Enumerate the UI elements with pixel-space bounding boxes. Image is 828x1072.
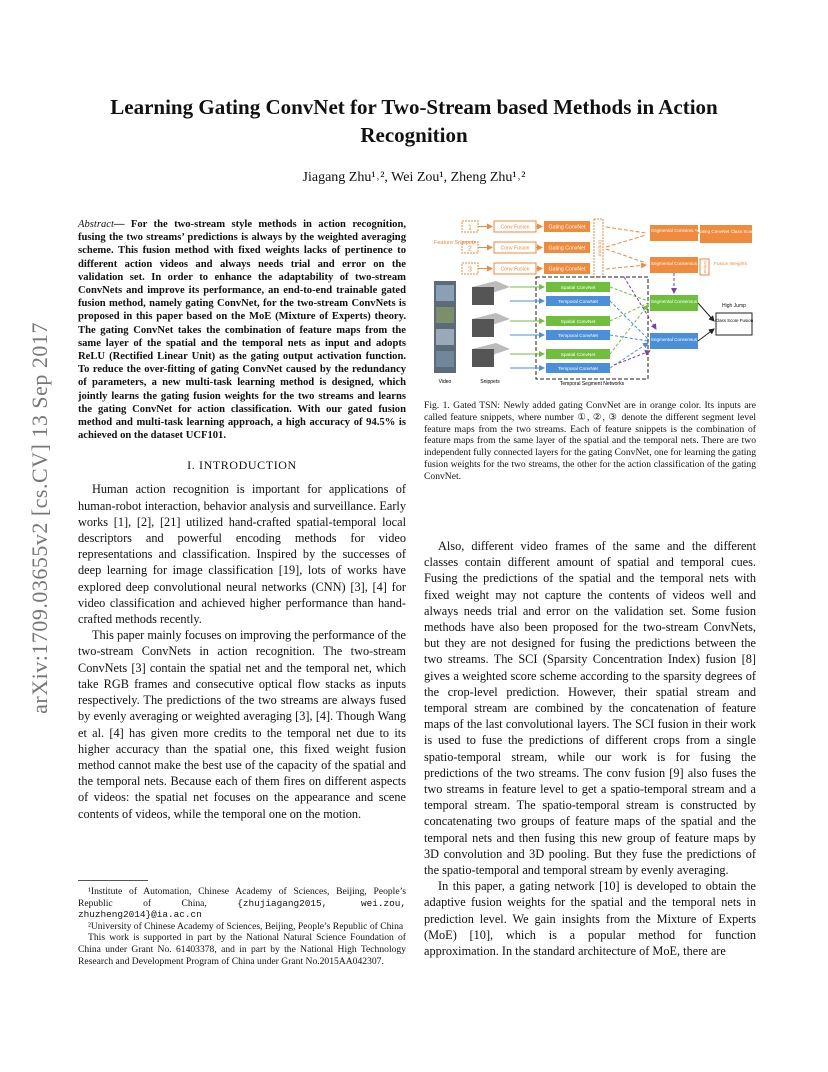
footnote-funding: This work is supported in part by the National Natural Science Foundation of China under Grant No. 61403378, and in part by the National High Technology Research and Development Program of China under Grant No.2015AA042307. — [78, 932, 406, 967]
segmental-consensus-spatial: Segmental Consensus — [650, 299, 698, 304]
segmental-consensus-top-1: Segmental Consensus — [650, 228, 698, 233]
snippets-label: Snippets — [480, 379, 500, 385]
figure-1-diagram — [424, 215, 756, 387]
feature-snippets-label: Feature Snippets — [434, 240, 476, 246]
abstract-label: Abstract — [78, 219, 114, 230]
arxiv-identifier: arXiv:1709.03655v2 [cs.CV] 13 Sep 2017 — [27, 322, 52, 714]
snippet-number-3: 3 — [468, 266, 472, 274]
temporal-convnet-2: Temporal ConvNet — [558, 334, 598, 339]
gating-convnet-1: Gating ConvNet — [548, 224, 586, 231]
video-label: Video — [438, 379, 452, 385]
gating-convnet-3: Gating ConvNet — [548, 266, 586, 273]
intro-paragraph-4: In this paper, a gating network [10] is developed to obtain the adaptive fusion weights for the spatial and the temporal nets in prediction level. We gain insights from the Mixture of Experts (MoE) [10], which is a popular method for function approximation. In the standard architecture of MoE, there are — [424, 879, 756, 959]
snippet-number-1: 1 — [468, 224, 472, 232]
arxiv-sidebar — [22, 268, 58, 768]
abstract-text: — For the two-stream style methods in action recognition, fusing the two streams’ predictions is always by the weighted averaging scheme. This fusion method with fixed weights lacks of pertinence to different action videos and always needs trial and error on the validation set. In order to enhance the adaptability of two-stream ConvNets and improve its performance, an end-to-end trainable gated fusion method, namely gating ConvNet, for the two-stream ConvNets is proposed in this paper based on the MoE (Mixture of Experts) theory. The gating ConvNet takes the combination of feature maps from the same layer of the spatial and the temporal nets as input and adopts ReLU (Rectified Linear Unit) as the gating output activation function. To reduce the over-fitting of gating ConvNet caused by the redundancy of parameters, a new multi-task learning method is designed, which jointly learns the gating fusion weights for the two streams and learns the gating ConvNet for action classification. With our gated fusion method and multi-task learning approach, a high accuracy of 94.5% is achieved on the dataset UCF101. — [78, 219, 406, 442]
high-jump-label: High Jump — [722, 303, 746, 309]
footnotes — [78, 880, 406, 967]
intro-paragraph-3: Also, different video frames of the same and the different classes contain different amount of spatial and temporal cues. Fusing the predictions of the spatial and the temporal nets with fixed weight may not capture the contents of videos well and always needs trial and error on the validation set. Some fusion methods have also been proposed for the two-stream ConvNets, but they are not designed for fusing the predictions between the two streams. The SCI (Sparsity Concentration Index) fusion [8] gives a weighted score scheme according to the sparsity degrees of the crop-level prediction. However, their spatial stream and temporal stream are combined by the concatenation of feature maps of the last convolutional layers. The SCI fusion in their work is used to fuse the predictions of different crops from a single spatio-temporal stream, while our work is for fusing the predictions of the two streams. The conv fusion [9] also fuses the two streams in feature level to get a spatio-temporal stream and a temporal stream. The spatio-temporal stream is constructed by concatenating two groups of feature maps of the spatial and the temporal nets and then fusing this new group of feature maps by 3D convolution and 3D pooling. But they fuse the predictions of the spatio-temporal and temporal stream by evenly averaging. — [424, 539, 756, 878]
conv-fusion-3: Conv Fusion — [500, 266, 530, 273]
softmax-label: Softmax — [703, 260, 707, 274]
fusion-weights-label: Fusion Weights — [714, 262, 747, 267]
author-emails: {zhujiagang2015, wei.zou, zhuzheng2014}@ia.ac.cn — [78, 897, 406, 921]
footnote-affiliation-2: ²University of Chinese Academy of Sciences, Beijing, People’s Republic of China — [88, 920, 404, 932]
class-score-fusion: Class Score Fusion — [714, 318, 754, 323]
segmental-consensus-top-2: Segmental Consensus — [650, 261, 698, 266]
feature-snippet-rows — [434, 219, 756, 277]
dropout-label: Dropout — [597, 239, 603, 257]
figure-1-caption: Fig. 1. Gated TSN: Newly added gating ConvNet are in orange color. Its inputs are called feature snippets, where number ①, ②, ③ denote the different segment level feature maps from the two streams. Each of feature snippets is the combination of feature maps from the same layer of the spatial and the temporal nets. There are two independent fully connected layers for the gating ConvNet, one for learning the gating fusion weights for the two streams, the other for the action classification of the gating ConvNet. — [424, 400, 756, 482]
intro-paragraph-2: This paper mainly focuses on improving the performance of the two-stream ConvNets in action recognition. The two-stream ConvNets [3] contain the spatial net and the temporal net, which take RGB frames and consecutive optical flow stacks as inputs respectively. The predictions of the two streams are always fused by evenly averaging or weighted averaging [3], [4]. Though Wang et al. [4] has given more credits to the temporal net due to its higher accuracy than the spatial one, this fixed weight fusion method cannot make the best use of the capacity of the spatial and the temporal nets. Because each of them fires on different aspects of videos: the spatial net focuses on the appearance and scene contents of videos, while the temporal one on the motion. — [78, 628, 406, 821]
temporal-convnet-1: Temporal ConvNet — [558, 300, 598, 305]
consensus-and-fusion — [610, 273, 754, 368]
abstract — [78, 218, 406, 442]
snippet-number-2: 2 — [468, 245, 472, 253]
author-list: Jiagang Zhu¹˒², Wei Zou¹, Zheng Zhu¹˒² — [302, 170, 526, 185]
video-snippets — [434, 281, 510, 385]
spatial-convnet-1: Spatial ConvNet — [560, 286, 596, 291]
conv-fusion-2: Conv Fusion — [500, 245, 530, 252]
tsn-label: Temporal Segment Networks — [559, 381, 625, 387]
temporal-convnet-3: Temporal ConvNet — [558, 367, 598, 372]
section-heading-introduction: I. INTRODUCTION — [187, 458, 297, 473]
spatial-convnet-2: Spatial ConvNet — [560, 320, 596, 325]
footnote-rule — [78, 880, 148, 881]
paper-title: Learning Gating ConvNet for Two-Stream based Methods in Action Recognition — [110, 95, 718, 147]
left-column — [78, 218, 406, 822]
intro-paragraph-1: Human action recognition is important for applications of human-robot interaction, behavior analysis and surveillance. Early works [1], [2], [21] utilized hand-crafted spatial-temporal local descriptors and powerful encoding methods for video representations and classification. Inspired by the successes of deep learning for image classification [19], lots of works have explored deep convolutional neural networks (CNN) [3], [4] for video classification and achieved higher performance than hand-crafted methods recently. — [78, 482, 406, 627]
segmental-consensus-temporal: Segmental Consensus — [650, 337, 698, 342]
conv-fusion-1: Conv Fusion — [500, 224, 530, 231]
gating-class-score: Gating ConvNet Class Score — [696, 229, 756, 234]
right-column — [424, 538, 756, 959]
spatial-convnet-3: Spatial ConvNet — [560, 353, 596, 358]
gating-convnet-2: Gating ConvNet — [548, 245, 586, 252]
footnote-affiliation-1: ¹Institute of Automation, Chinese Academy of Sciences, Beijing, People’s Republic of China, {zhujiagang2015, wei.zou, zhuzheng2014}@ia.ac.cn — [78, 886, 406, 921]
